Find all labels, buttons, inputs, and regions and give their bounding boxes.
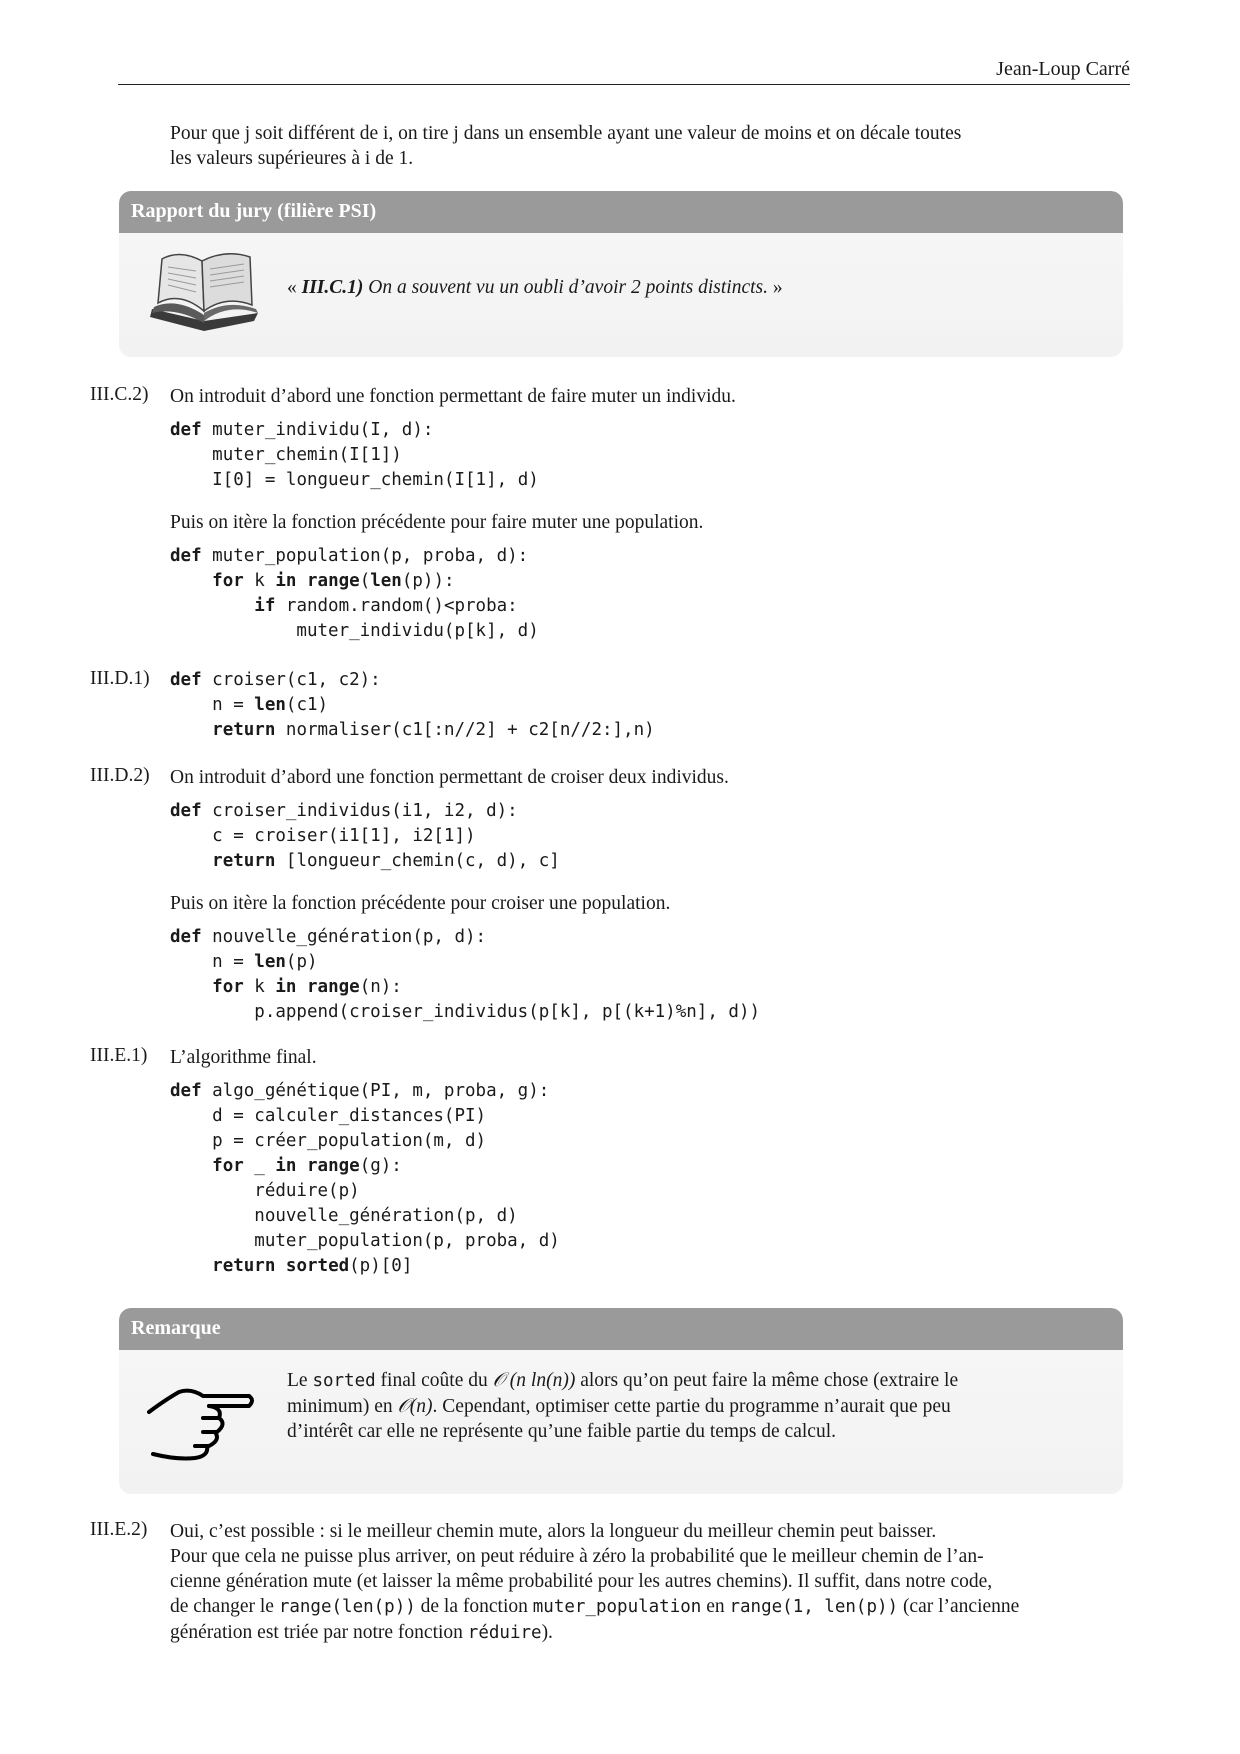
open-book-icon	[146, 251, 264, 335]
code-block-croiser-individus: def croiser_individus(i1, i2, d): c = croiser(i1[1], i2[1]) return [longueur_chemin(c, d), c]	[170, 801, 560, 871]
remark-box	[119, 1308, 1123, 1494]
q3d2-text-2: Puis on itère la fonction précédente pour croiser une population.	[170, 893, 671, 914]
intro-line-1: Pour que j soit différent de i, on tire j dans un ensemble ayant une valeur de moins et on décale toutes	[170, 123, 962, 144]
q3d2-text-1: On introduit d’abord une fonction permettant de croiser deux individus.	[170, 767, 729, 788]
remark-line-3: d’intérêt car elle ne représente qu’une faible partie du temps de calcul.	[287, 1421, 836, 1442]
code-block-muter-population: def muter_population(p, proba, d): for k in range(len(p)): if random.random()<proba: muter_individu(p[k], d)	[170, 546, 539, 641]
close-quote-mark: »	[772, 277, 783, 298]
intro-paragraph	[170, 121, 1130, 171]
question-label-3d1: III.D.1)	[90, 668, 150, 689]
jury-quote-text: On a souvent vu un oubli d’avoir 2 points distincts.	[368, 277, 769, 298]
q3e2-line-5: génération est triée par notre fonction réduire).	[170, 1622, 553, 1643]
remark-line-1: Le sorted final coûte du 𝒪 (n ln(n)) alors qu’on peut faire la même chose (extraire le	[287, 1370, 959, 1391]
code-block-croiser: def croiser(c1, c2): n = len(c1) return normaliser(c1[:n//2] + c2[n//2:],n)	[170, 670, 655, 740]
q3c2-text-2: Puis on itère la fonction précédente pour faire muter une population.	[170, 512, 704, 533]
question-label-3e2: III.E.2)	[90, 1519, 148, 1540]
code-line: I[0] = longueur_chemin(I[1], d)	[212, 470, 539, 490]
q3e2-line-2: Pour que cela ne puisse plus arriver, on peut réduire à zéro la probabilité que le meilleur chemin de l’an-	[170, 1546, 984, 1567]
complexity-n: 𝒪(n)	[397, 1396, 433, 1417]
question-label-3c2: III.C.2)	[90, 384, 149, 405]
question-label-3d2: III.D.2)	[90, 765, 150, 786]
jury-quote	[287, 277, 783, 299]
code-line: muter_individu(I, d):	[212, 420, 434, 440]
remark-title: Remarque	[119, 1308, 1123, 1350]
code-line: muter_chemin(I[1])	[212, 445, 402, 465]
jury-quote-ref: III.C.1)	[301, 277, 364, 298]
code-block-muter-individu	[170, 418, 539, 493]
q3e2-paragraph	[170, 1519, 1130, 1646]
inline-code-sorted: sorted	[312, 1371, 376, 1391]
header-author: Jean-Loup Carré	[996, 58, 1130, 80]
jury-report-title: Rapport du jury (filière PSI)	[119, 191, 1123, 233]
code-block-nouvelle-generation: def nouvelle_génération(p, d): n = len(p) for k in range(n): p.append(croiser_individus(p[k], p[(k+1)%n], d))	[170, 927, 761, 1022]
open-quote-mark: «	[287, 277, 297, 298]
q3e1-text: L’algorithme final.	[170, 1047, 317, 1068]
q3e2-line-1: Oui, c’est possible : si le meilleur chemin mute, alors la longueur du meilleur chemin peut baisser.	[170, 1521, 937, 1542]
q3e2-line-4: de changer le range(len(p)) de la fonction muter_population en range(1, len(p)) (car l’ancienne	[170, 1596, 1020, 1617]
question-label-3e1: III.E.1)	[90, 1045, 148, 1066]
remark-line-2: minimum) en 𝒪(n). Cependant, optimiser cette partie du programme n’aurait que peu	[287, 1396, 951, 1417]
q3e2-line-3: cienne génération mute (et laisser la même probabilité pour les autres chemins). Il suffit, dans notre code,	[170, 1571, 993, 1592]
intro-line-2: les valeurs supérieures à i de 1.	[170, 148, 414, 169]
remark-paragraph	[287, 1368, 1117, 1444]
complexity-n-log-n: 𝒪 (n ln(n))	[492, 1370, 576, 1391]
code-block-algo-genetique: def algo_génétique(PI, m, proba, g): d = calculer_distances(PI) p = créer_population(m, d) for _ in range(g): réduire(p) nouvelle_génération(p, d) muter_population(p, proba, d) return sorted(p)[0]	[170, 1081, 560, 1276]
header-rule	[118, 84, 1130, 85]
q3c2-text-1: On introduit d’abord une fonction permettant de faire muter un individu.	[170, 386, 736, 407]
pointing-hand-icon	[147, 1374, 257, 1464]
jury-report-box	[119, 191, 1123, 357]
kw-def: def	[170, 420, 202, 440]
